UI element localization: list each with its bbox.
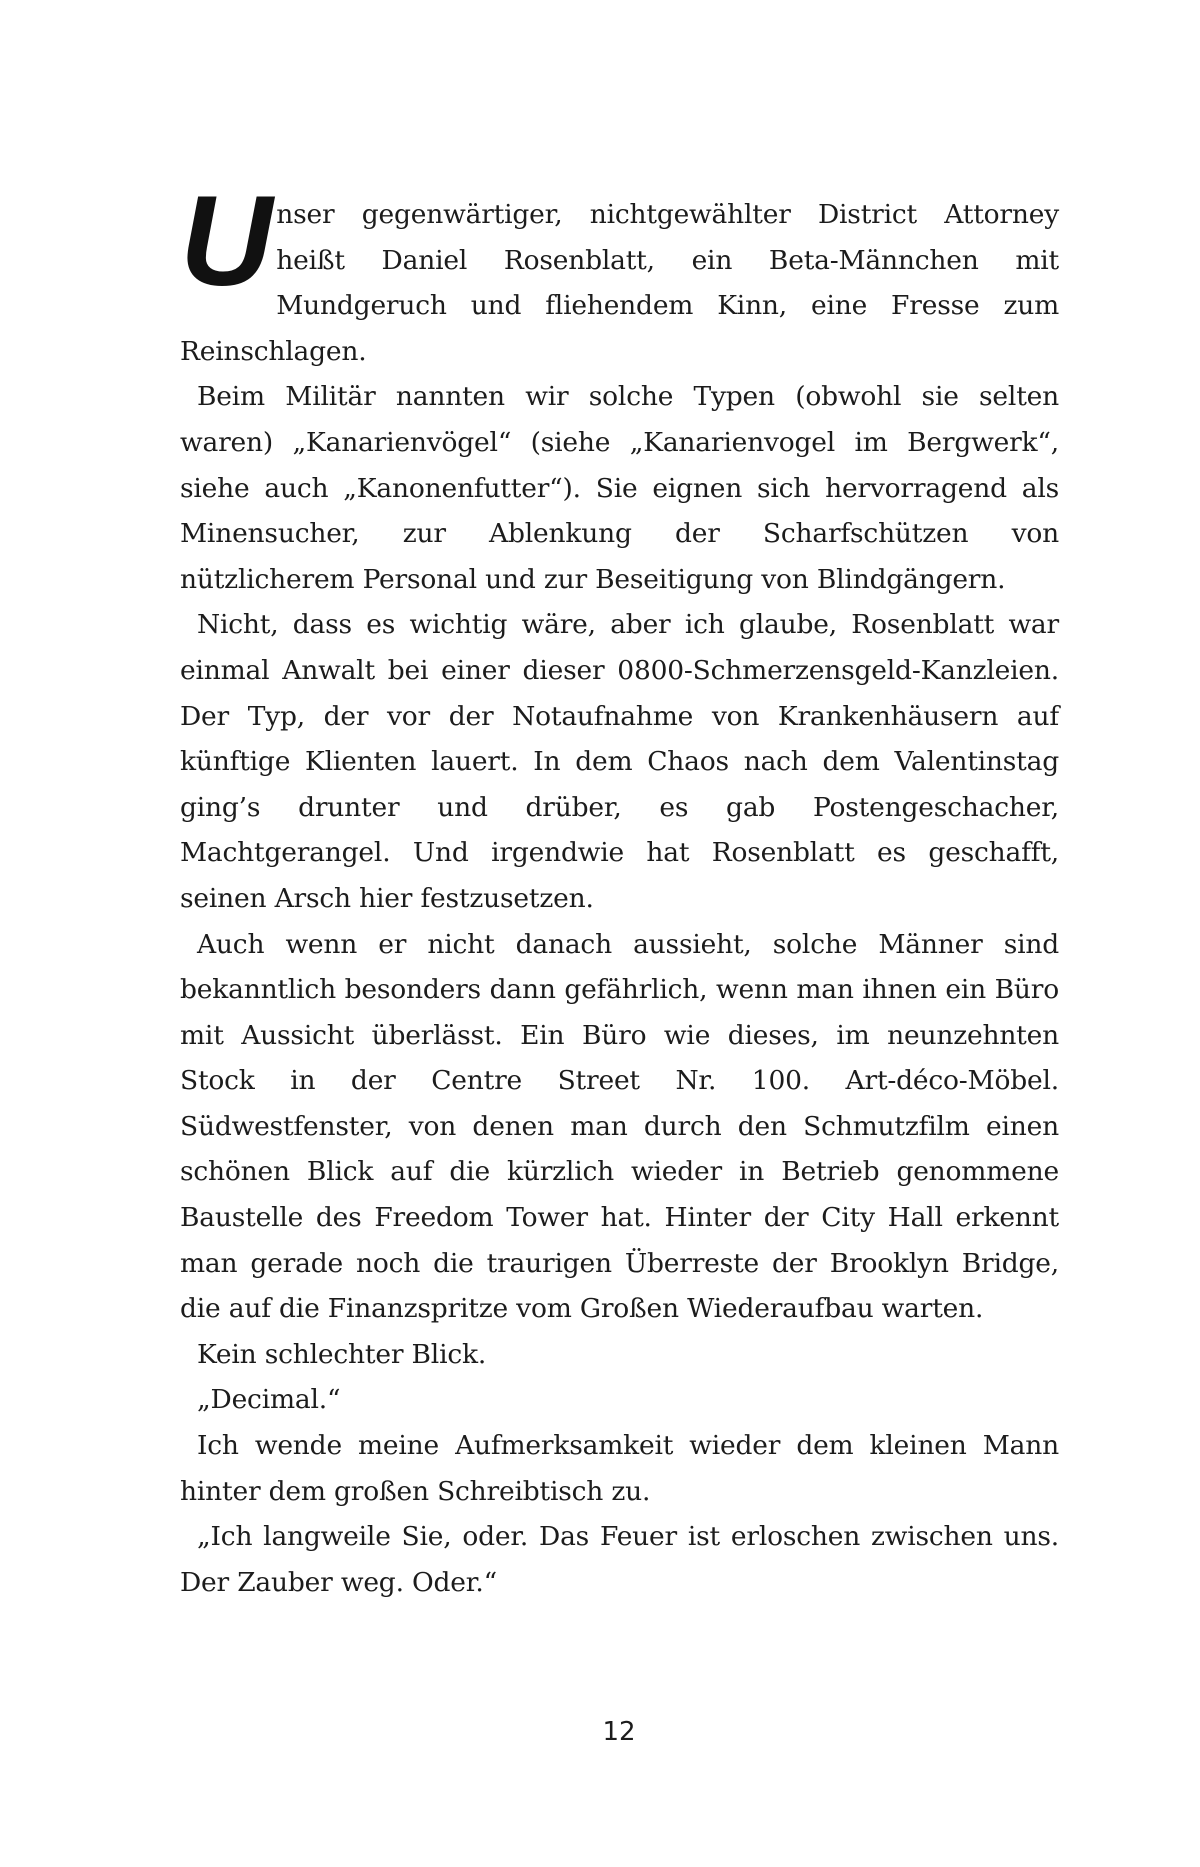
paragraph-6: „Decimal.“ [197, 1384, 341, 1416]
page-number: 12 [602, 1717, 636, 1747]
paragraph-4: Auch wenn er nicht danach aussieht, solche Männer sind bekanntlich besonders dann gefährlich, wenn man ihnen ein Büro mit Aussicht überlässt. Ein Büro wie dieses, im neunzehnten Stock in der Centre Street Nr. 100. Art-déco-Möbel. Südwestfenster, von denen man durch den Schmutzfilm einen schönen Blick auf die kürzlich wieder in Betrieb genommene Baustelle des Freedom Tower hat. Hinter der City Hall erkennt man gerade noch die traurigen Überreste der Brooklyn Bridge, die auf die Finanzspritze vom Großen Wiederaufbau warten. [180, 928, 1059, 1325]
paragraph-7: Ich wende meine Aufmerksamkeit wieder dem kleinen Mann hinter dem großen Schreibtisch zu. [180, 1430, 1059, 1507]
paragraph-8: „Ich langweile Sie, oder. Das Feuer ist erloschen zwischen uns. Der Zauber weg. Oder.“ [180, 1521, 1059, 1598]
paragraph-1 [180, 170, 1059, 374]
drop-cap: U [180, 170, 273, 313]
paragraph-3: Nicht, dass es wichtig wäre, aber ich glaube, Rosenblatt war einmal Anwalt bei einer dieser 0800-Schmerzensgeld-Kanzleien. Der Typ, der vor der Notaufnahme von Krankenhäusern auf künftige Klienten lauert. In dem Chaos nach dem Valentinstag ging’s drunter und drüber, es gab Postengeschacher, Machtgerangel. Und irgendwie hat Rosenblatt es geschafft, seinen Arsch hier festzusetzen. [180, 609, 1059, 914]
body-text [180, 170, 1059, 1605]
paragraph-1-text: nser gegenwärtiger, nichtgewählter District Attorney heißt Daniel Rosenblatt, ein Beta-Männchen mit Mundgeruch und fliehendem Kinn, eine Fresse zum Reinschlagen. [180, 199, 1059, 367]
paragraph-2: Beim Militär nannten wir solche Typen (obwohl sie selten waren) „Kanarienvögel“ (siehe „Kanarienvogel im Bergwerk“, siehe auch „Kanonenfutter“). Sie eignen sich hervorragend als Minensucher, zur Ablenkung der Scharfschützen von nützlicherem Personal und zur Beseitigung von Blindgängern. [180, 381, 1059, 595]
paragraph-5: Kein schlechter Blick. [197, 1338, 487, 1370]
